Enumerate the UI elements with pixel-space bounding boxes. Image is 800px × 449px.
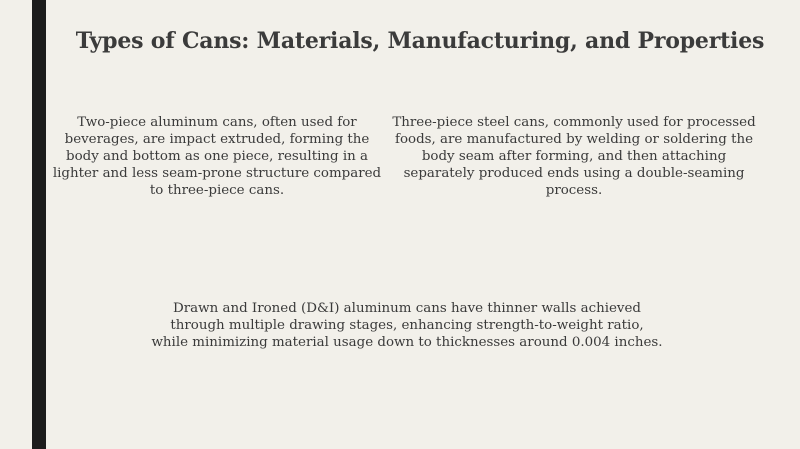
slide-title: Types of Cans: Materials, Manufacturing, and Properties <box>75 28 765 54</box>
paragraph-drawn-ironed-cans: Drawn and Ironed (D&I) aluminum cans have thinner walls achieved through multiple drawing stages, enhancing strength-to-weight ratio, while minimizing material usage down to thicknesses around 0.004 inches. <box>151 301 663 350</box>
accent-bar <box>32 0 46 449</box>
paragraph-two-piece-cans: Two-piece aluminum cans, often used for beverages, are impact extruded, forming the body and bottom as one piece, resulting in a lighter and less seam-prone structure compared to three-piece cans. <box>52 115 382 198</box>
paragraph-three-piece-cans: Three-piece steel cans, commonly used for processed foods, are manufactured by welding or soldering the body seam after forming, and then attaching separately produced ends using a double-seaming process. <box>392 115 756 198</box>
